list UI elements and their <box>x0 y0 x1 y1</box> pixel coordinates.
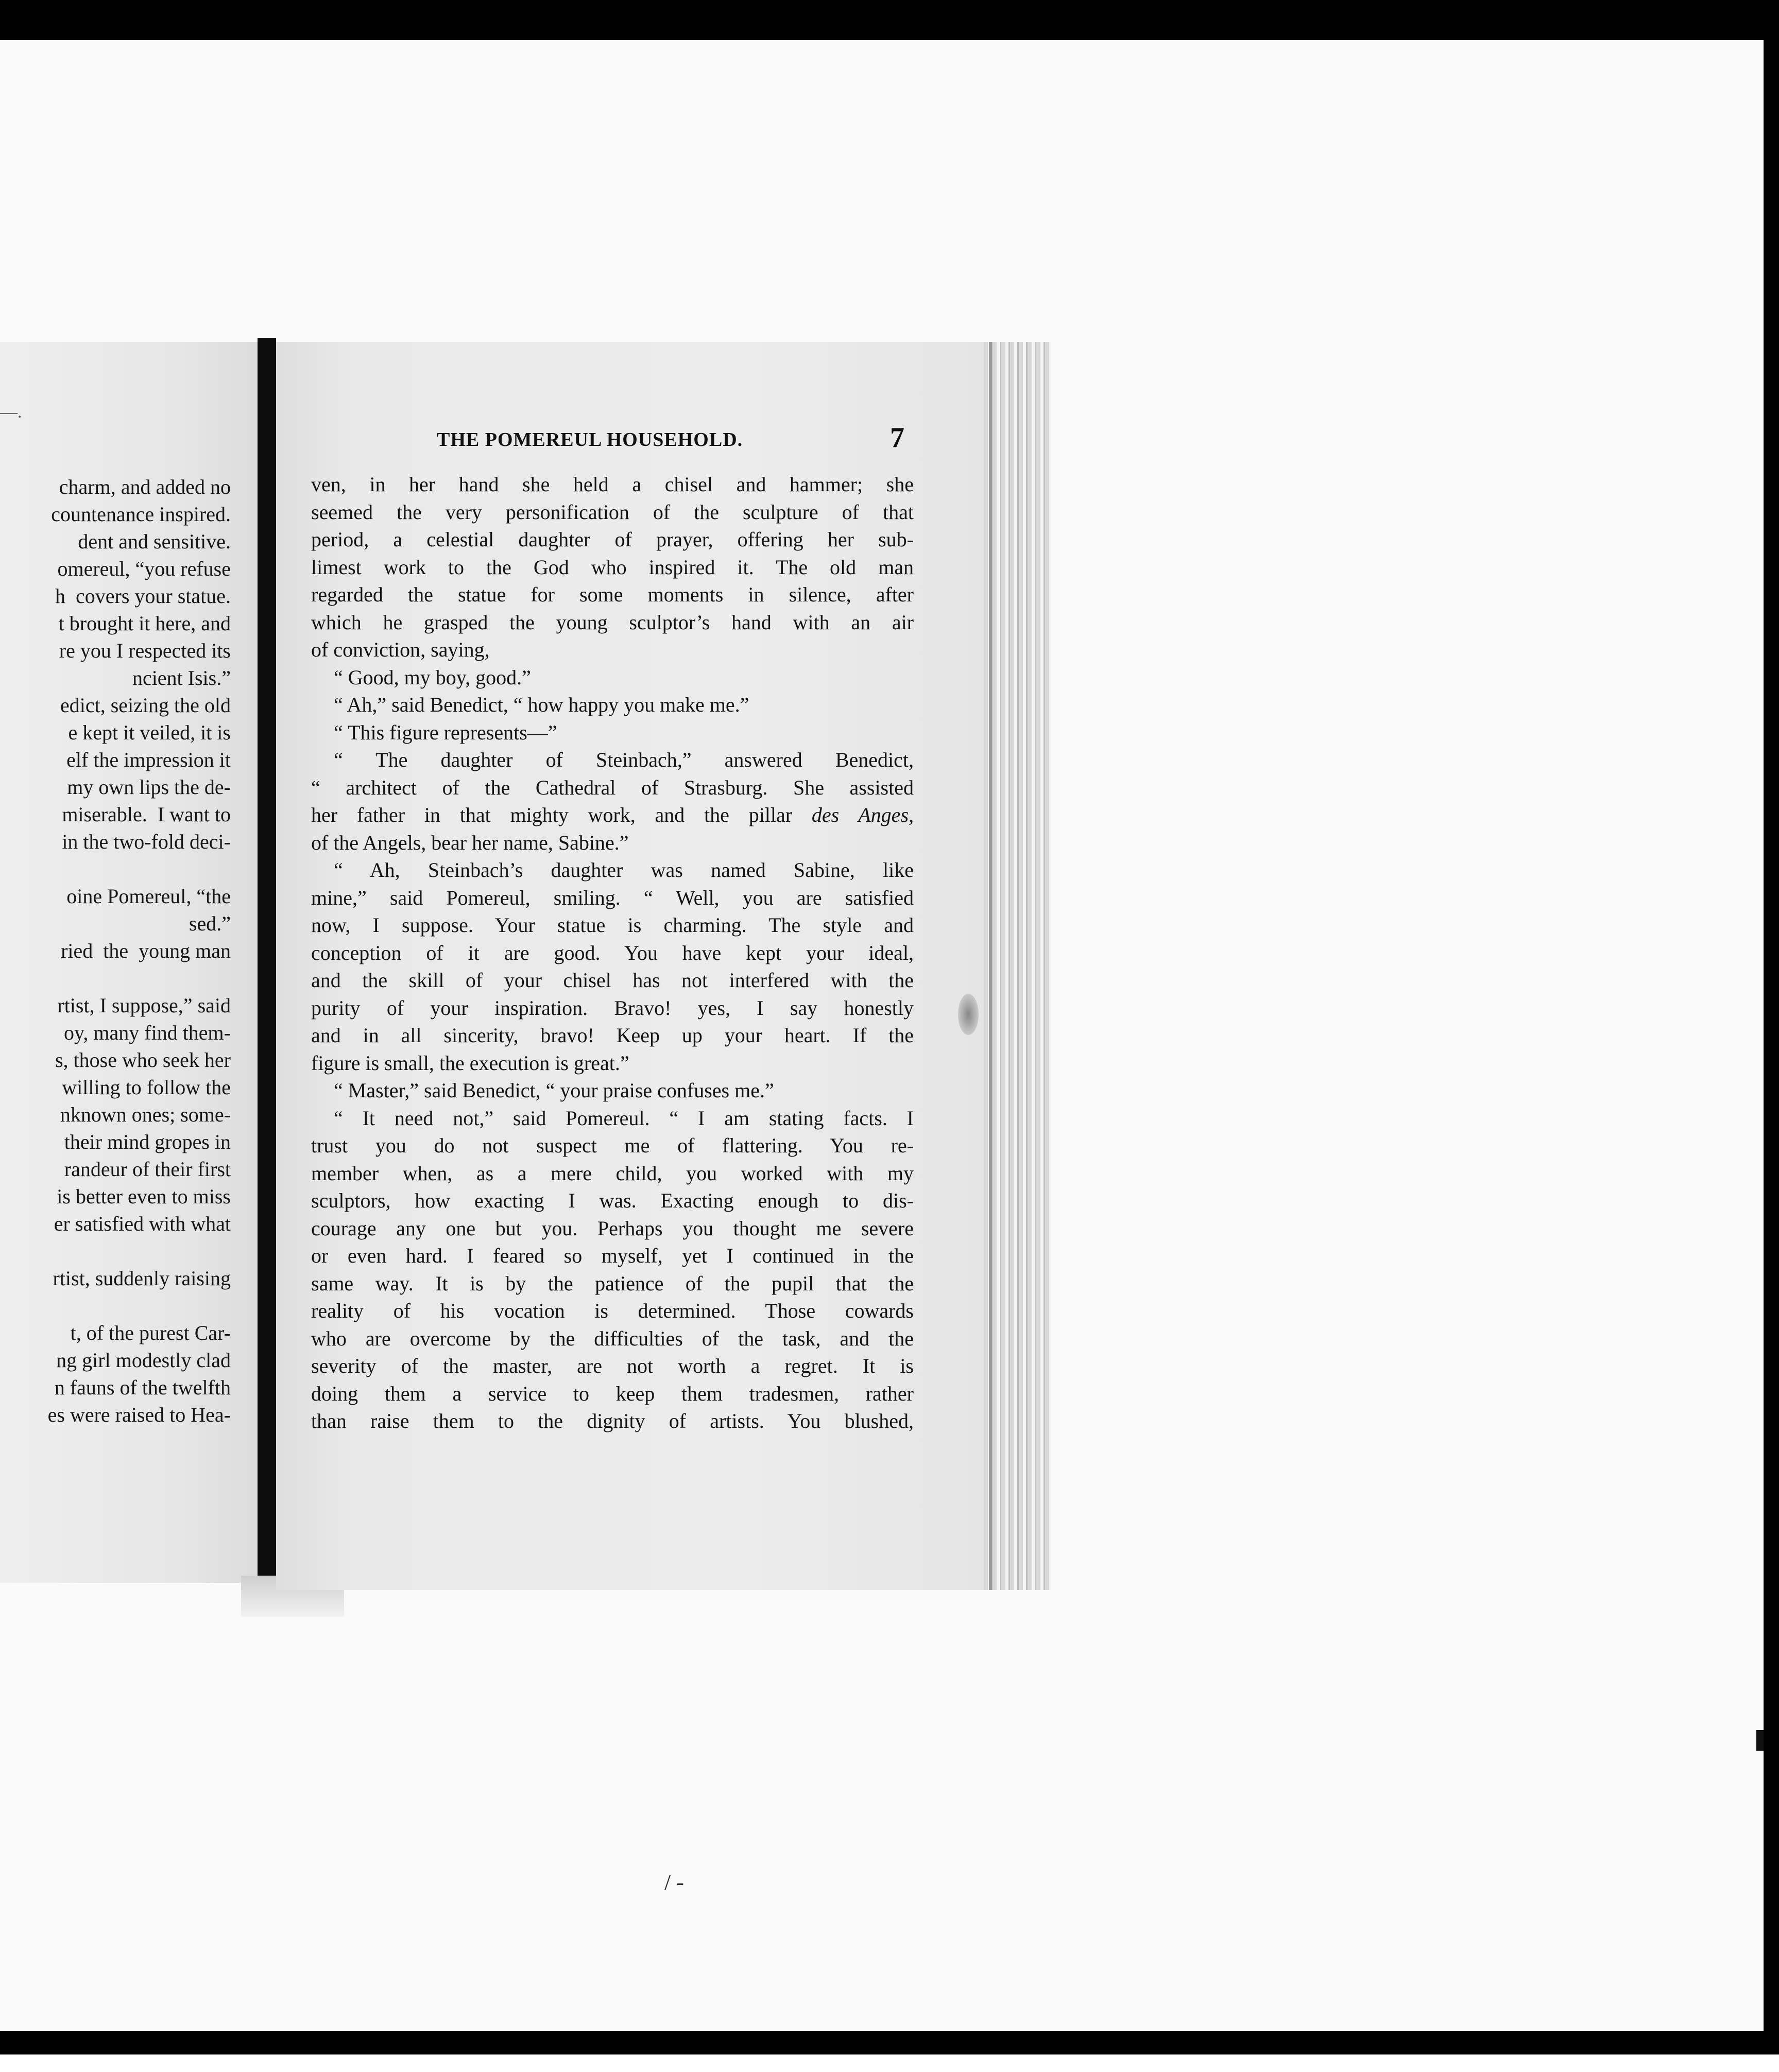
scan-frame-bottom <box>0 2031 1779 2054</box>
body-line <box>311 1352 914 1380</box>
body-line <box>311 774 914 802</box>
left-page-line: sed.” <box>189 912 231 935</box>
body-line-text: member when, as a mere child, you worked with my <box>311 1161 914 1185</box>
body-line <box>311 1270 914 1298</box>
body-line-text: now, I suppose. Your statue is charming. The style and <box>311 913 914 937</box>
body-line <box>311 1077 914 1104</box>
body-line <box>311 1242 914 1270</box>
body-text <box>311 471 914 1435</box>
body-line <box>311 581 914 609</box>
body-line <box>311 884 914 912</box>
body-line <box>311 554 914 581</box>
left-page-line: rtist, I suppose,” said <box>57 994 231 1017</box>
body-line-text: or even hard. I feared so myself, yet I continued in the <box>311 1244 914 1267</box>
body-line-text: and in all sincerity, bravo! Keep up your heart. If the <box>311 1024 914 1047</box>
body-line <box>311 1325 914 1353</box>
left-page-line: my own lips the de- <box>67 775 231 799</box>
left-page-line: er satisfied with what <box>54 1212 231 1235</box>
body-line <box>311 526 914 554</box>
body-line-text: who are overcome by the difficulties of the task, and the <box>311 1326 914 1350</box>
body-line <box>311 691 914 719</box>
stray-mark: / - <box>664 1870 684 1895</box>
body-line <box>311 609 914 636</box>
left-page-line: edict, seizing the old <box>60 694 231 717</box>
left-page-line: es were raised to Hea- <box>47 1403 231 1426</box>
scan-edge-mark <box>1756 1730 1764 1751</box>
body-line-text: of conviction, saying, <box>311 638 490 661</box>
left-page-line: charm, and added no <box>59 475 231 498</box>
left-page-line: elf the impression it <box>66 748 231 771</box>
body-line-text: mine,” said Pomereul, smiling. “ Well, you are satisfied <box>311 886 914 909</box>
body-line <box>311 1132 914 1160</box>
body-line-text: conception of it are good. You have kept your ideal, <box>311 941 914 964</box>
body-line <box>311 498 914 526</box>
page-number: 7 <box>890 422 904 454</box>
running-head: THE POMEREUL HOUSEHOLD. <box>437 429 743 451</box>
left-page-line: randeur of their first <box>64 1158 231 1181</box>
body-line-text: which he grasped the young sculptor’s hand with an air <box>311 610 914 634</box>
left-page-line: in the two-fold deci- <box>62 830 231 853</box>
body-line-text: same way. It is by the patience of the pupil that the <box>311 1271 914 1295</box>
body-line <box>311 1049 914 1077</box>
left-page-line: nknown ones; some- <box>60 1103 231 1126</box>
body-line-text: courage any one but you. Perhaps you thought me severe <box>311 1216 914 1240</box>
body-line-text: “ It need not,” said Pomereul. “ I am stating facts. I <box>334 1106 914 1130</box>
left-page-line: oy, many find them- <box>63 1021 231 1044</box>
body-line <box>311 719 914 747</box>
body-line-text: and the skill of your chisel has not interfered with the <box>311 969 914 992</box>
body-line <box>311 1297 914 1325</box>
body-line <box>311 1215 914 1242</box>
left-page-ghost-mark: —. <box>0 403 22 422</box>
left-page-line: ncient Isis.” <box>132 666 231 689</box>
body-line-text: severity of the master, are not worth a regret. It is <box>311 1354 914 1377</box>
body-line-text: “ Master,” said Benedict, “ your praise confuses me.” <box>334 1079 774 1102</box>
left-page-line: oine Pomereul, “the <box>66 885 231 908</box>
body-line <box>311 966 914 994</box>
body-line-text: period, a celestial daughter of prayer, offering her sub- <box>311 528 914 551</box>
body-line <box>311 1407 914 1435</box>
left-page-text <box>0 473 231 1428</box>
body-line <box>311 1187 914 1215</box>
book-spine <box>258 338 276 1586</box>
page-smudge <box>958 994 979 1035</box>
body-line-text: sculptors, how exacting I was. Exacting enough to dis- <box>311 1189 914 1212</box>
left-page-line: t, of the purest Car- <box>70 1321 231 1344</box>
body-line <box>311 1160 914 1187</box>
body-line-text: “ The daughter of Steinbach,” answered Benedict, <box>334 748 914 771</box>
left-page-line: rtist, suddenly raising <box>53 1267 231 1290</box>
left-page-fragment <box>0 342 258 1583</box>
scan-frame-top <box>0 0 1779 40</box>
body-line <box>311 911 914 939</box>
left-page-line: ng girl modestly clad <box>56 1349 231 1372</box>
left-page-line: dent and sensitive. <box>78 530 231 553</box>
left-page-line: omereul, “you refuse <box>57 557 231 580</box>
left-page-line: ried the young man <box>61 939 231 962</box>
body-line <box>311 636 914 664</box>
left-page-line <box>0 1292 231 1319</box>
body-line-text: ven, in her hand she held a chisel and hammer; she <box>311 473 914 496</box>
body-line <box>311 829 914 857</box>
left-page-line <box>0 964 231 992</box>
body-line-text: limest work to the God who inspired it. The old man <box>311 555 914 579</box>
left-page-line: re you I respected its <box>59 639 231 662</box>
body-line-text: seemed the very personification of the sculpture of that <box>311 500 914 524</box>
page-edge-line <box>989 342 992 1590</box>
body-line <box>311 471 914 498</box>
body-line-text: “ architect of the Cathedral of Strasburg. She assisted <box>311 775 914 799</box>
body-line-text: reality of his vocation is determined. Those cowards <box>311 1299 914 1322</box>
left-page-line <box>0 855 231 883</box>
left-page-line: n fauns of the twelfth <box>54 1376 231 1399</box>
left-page-line: miserable. I want to <box>62 803 231 826</box>
body-line <box>311 801 914 829</box>
body-line <box>311 994 914 1022</box>
left-page-line: h covers your statue. <box>55 584 231 608</box>
body-line <box>311 664 914 692</box>
body-line-text: figure is small, the execution is great.” <box>311 1051 629 1075</box>
left-page-line: willing to follow the <box>62 1076 231 1099</box>
body-line-text: doing them a service to keep them tradesmen, rather <box>311 1382 914 1405</box>
left-page-line: t brought it here, and <box>58 612 231 635</box>
body-line-italic: des Anges, <box>811 803 914 826</box>
left-page-line: their mind gropes in <box>64 1130 231 1153</box>
left-page-line: s, those who seek her <box>55 1048 231 1072</box>
body-line-text: regarded the statue for some moments in silence, after <box>311 583 914 606</box>
left-page-line: e kept it veiled, it is <box>68 721 231 744</box>
scan-frame-bottom-strip <box>0 2054 1779 2072</box>
body-line-text: than raise them to the dignity of artists. You blushed, <box>311 1409 914 1432</box>
body-line <box>311 746 914 774</box>
body-line-text: “ This figure represents—” <box>334 720 557 744</box>
body-line-text: of the Angels, bear her name, Sabine.” <box>311 831 629 854</box>
left-page-line: is better even to miss <box>57 1185 231 1208</box>
body-line-text: trust you do not suspect me of flattering. You re- <box>311 1134 914 1157</box>
body-line <box>311 856 914 884</box>
body-line-text: “ Ah,” said Benedict, “ how happy you make me.” <box>334 693 749 716</box>
left-page-line <box>0 1237 231 1265</box>
scan-frame-right <box>1764 0 1779 2072</box>
body-line-text: “ Good, my boy, good.” <box>334 665 531 689</box>
body-line-text: her father in that mighty work, and the pillar <box>311 803 793 826</box>
page-edges <box>984 342 1051 1590</box>
body-line-text: “ Ah, Steinbach’s daughter was named Sabine, like <box>334 858 914 882</box>
body-line <box>311 939 914 967</box>
left-page-line: countenance inspired. <box>51 503 231 526</box>
body-line <box>311 1380 914 1408</box>
body-line <box>311 1104 914 1132</box>
body-line-text: purity of your inspiration. Bravo! yes, I say honestly <box>311 996 914 1020</box>
body-line <box>311 1022 914 1049</box>
